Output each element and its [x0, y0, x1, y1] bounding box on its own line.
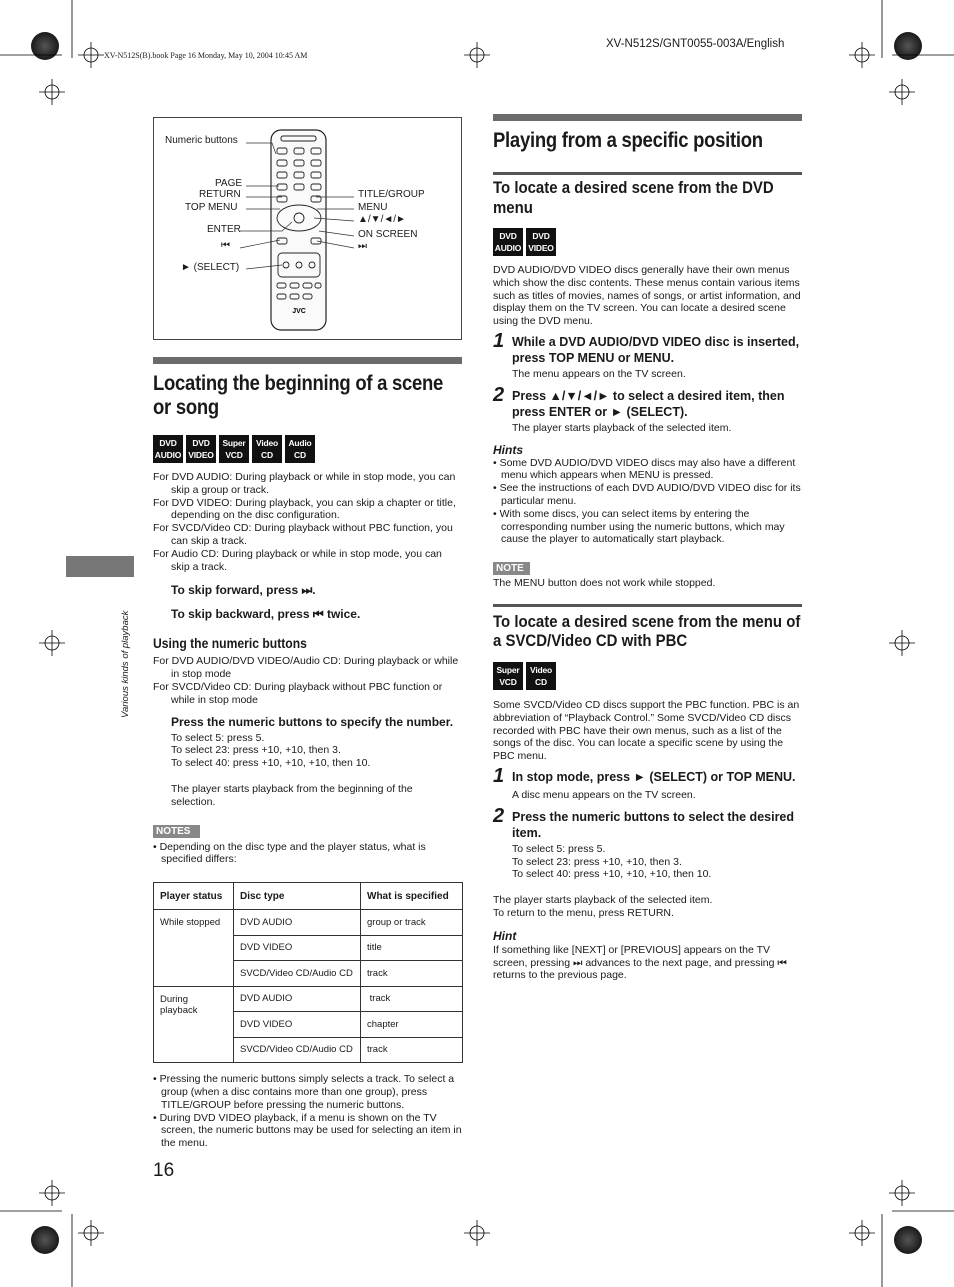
- badge-audio-cd: Audio CD: [285, 435, 315, 463]
- badge-video-cd: Video CD: [252, 435, 282, 463]
- table-row: DVD VIDEO chapter: [154, 1012, 463, 1038]
- numeric-instruction: Press the numeric buttons to specify the number.: [171, 714, 454, 729]
- disc-badges: [493, 662, 802, 690]
- label-page: PAGE: [215, 178, 243, 189]
- subsection-bar: [493, 604, 802, 607]
- label-next: ⏭: [358, 241, 367, 252]
- label-arrows: ▲/▼/◄/►: [358, 214, 406, 225]
- skip-forward: To skip forward, press ⏭.: [171, 583, 316, 598]
- step-text: In stop mode, press ► (SELECT) or TOP MENU.: [512, 769, 796, 784]
- step-detail: To select 5: press 5. To select 23: press +10, +10, then 3. To select 40: press +10, +10, +10, then 10.: [512, 842, 712, 881]
- numeric-heading: Using the numeric buttons: [153, 636, 307, 652]
- intro-line: For DVD AUDIO: During playback or while in stop mode, you can skip a group or track.: [153, 471, 456, 496]
- step-1: [493, 329, 802, 381]
- th-player-status: Player status: [154, 883, 234, 910]
- dvd-menu-intro: DVD AUDIO/DVD VIDEO discs generally have their own menus which show the disc contents. These menus contain various items such as titles of movies, names of songs, or artist information, and display them on the TV screen. You can locate a desired scene using the DVD menu.: [493, 264, 801, 328]
- notes-intro: • Depending on the disc type and the player status, what is specified differs:: [153, 840, 426, 866]
- table-row: While stopped DVD AUDIO group or track: [154, 910, 463, 936]
- step-text: While a DVD AUDIO/DVD VIDEO disc is inserted, press TOP MENU or MENU.: [512, 334, 800, 365]
- th-what-specified: What is specified: [361, 883, 463, 910]
- badge-super-vcd: Super VCD: [219, 435, 249, 463]
- label-on-screen: ON SCREEN: [358, 229, 418, 240]
- badge-dvd-video: DVD VIDEO: [526, 228, 556, 256]
- hints-list: • Some DVD AUDIO/DVD VIDEO discs may also have a different menu which appears when MENU is pressed. • See the instructions of each DVD AUDIO/DVD VIDEO disc for its particular menu. • With some discs, you can select items by entering the corresponding number using the numeric buttons, which may cause the player to automatically start playback.: [493, 456, 801, 546]
- step-detail: A disc menu appears on the TV screen.: [512, 788, 696, 801]
- badge-dvd-video: DVD VIDEO: [186, 435, 216, 463]
- label-prev: ⏮: [221, 240, 230, 251]
- section-bar: [153, 357, 462, 364]
- page-number: 16: [153, 1160, 175, 1181]
- section-title-playing: Playing from a specific position: [493, 129, 763, 152]
- badge-dvd-audio: DVD AUDIO: [493, 228, 523, 256]
- table-row: During playback DVD AUDIO track: [154, 986, 463, 1012]
- section-bar: [493, 114, 802, 121]
- intro-line: For SVCD/Video CD: During playback without PBC function, you can skip a track.: [153, 522, 453, 547]
- intro-line: For DVD VIDEO: During playback, you can skip a chapter or title, depending on the disc configuration.: [153, 496, 456, 522]
- th-disc-type: Disc type: [234, 883, 361, 910]
- notes-label: NOTES: [153, 825, 200, 838]
- subsection-bar: [493, 172, 802, 175]
- note-block: [493, 558, 802, 590]
- intro-text: [153, 471, 462, 573]
- label-menu: MENU: [358, 202, 388, 213]
- side-tab: [66, 556, 134, 577]
- table-row: DVD VIDEO title: [154, 935, 463, 961]
- left-column: [153, 357, 462, 1150]
- step-1: [493, 764, 802, 802]
- note-text: The MENU button does not work while stopped.: [493, 577, 716, 590]
- pbc-intro: Some SVCD/Video CD discs support the PBC function. PBC is an abbreviation of “Playback Control.” Some SVCD/Video CD discs recorded with PBC have their own menus, such as a list of the songs of the disc. You can locate a specific scene by using the PBC menu.: [493, 698, 800, 763]
- hint-label: Hint: [493, 928, 517, 943]
- step-number: 1: [493, 764, 505, 787]
- note-label: NOTE: [493, 562, 530, 575]
- label-numeric-buttons: Numeric buttons: [165, 135, 238, 146]
- label-select: ► (SELECT): [181, 262, 240, 273]
- intro-line: For Audio CD: During playback or while in stop mode, you can skip a track.: [153, 547, 442, 573]
- specified-table: [153, 882, 463, 1063]
- disc-badges: [153, 435, 462, 463]
- subsection-title-dvd-menu: To locate a desired scene from the DVD menu: [493, 178, 774, 217]
- table-row: SVCD/Video CD/Audio CD track: [154, 961, 463, 987]
- step-detail: The player starts playback of the selected item.: [512, 421, 732, 434]
- label-top-menu: TOP MENU: [185, 202, 238, 213]
- skip-backward: To skip backward, press ⏮ twice.: [171, 607, 361, 622]
- numeric-examples: To select 5: press 5. To select 23: press +10, +10, then 3. To select 40: press +10, +10, +10, then 10. The player starts playback from the beginning of the selection.: [171, 731, 413, 808]
- notes-block: [153, 821, 462, 867]
- step-detail: The menu appears on the TV screen.: [512, 367, 686, 380]
- label-title-group: TITLE/GROUP: [358, 189, 425, 200]
- right-column: [493, 114, 802, 982]
- step-2: [493, 804, 802, 881]
- numeric-intro: For DVD AUDIO/DVD VIDEO/Audio CD: During playback or while in stop mode For SVCD/Video CD: During playback without PBC function or while in stop mode: [153, 655, 459, 706]
- side-tab-label: Various kinds of playback: [120, 610, 131, 718]
- subsection-title-pbc: To locate a desired scene from the menu of a SVCD/Video CD with PBC: [493, 611, 801, 651]
- step-number: 1: [493, 329, 505, 352]
- notes-after: • Pressing the numeric buttons simply selects a track. To select a group (when a disc contains more than one group), press TITLE/GROUP before pressing the numeric buttons. • During DVD VIDEO playback, if a menu is shown on the TV screen, the numeric buttons may be used for selecting an item in the menu.: [153, 1073, 462, 1150]
- pbc-result: The player starts playback of the selected item. To return to the menu, press RETURN.: [493, 894, 713, 919]
- hints-label: Hints: [493, 442, 523, 457]
- step-number: 2: [493, 804, 505, 827]
- step-2: [493, 383, 802, 435]
- badge-video-cd: Video CD: [526, 662, 556, 690]
- badge-super-vcd: Super VCD: [493, 662, 523, 690]
- label-return: RETURN: [199, 189, 241, 200]
- label-enter: ENTER: [207, 224, 241, 235]
- hint-text: If something like [NEXT] or [PREVIOUS] appears on the TV screen, pressing ⏭ advances to the next page, and pressing ⏮ returns to the previous page.: [493, 943, 787, 982]
- disc-badges: [493, 228, 802, 256]
- file-info: XV-N512S(B).book Page 16 Monday, May 10, 2004 10:45 AM: [104, 51, 308, 60]
- remote-brand: JVC: [292, 308, 306, 315]
- badge-dvd-audio: DVD AUDIO: [153, 435, 183, 463]
- step-number: 2: [493, 383, 505, 406]
- section-title-locating: Locating the beginning of a scene or song: [153, 372, 444, 419]
- step-text: Press the numeric buttons to select the desired item.: [512, 809, 795, 840]
- doc-code: XV-N512S/GNT0055-003A/English: [606, 38, 785, 50]
- table-row: SVCD/Video CD/Audio CD track: [154, 1037, 463, 1063]
- step-text: Press ▲/▼/◄/► to select a desired item, then press ENTER or ► (SELECT).: [512, 388, 785, 419]
- remote-figure: [153, 117, 462, 340]
